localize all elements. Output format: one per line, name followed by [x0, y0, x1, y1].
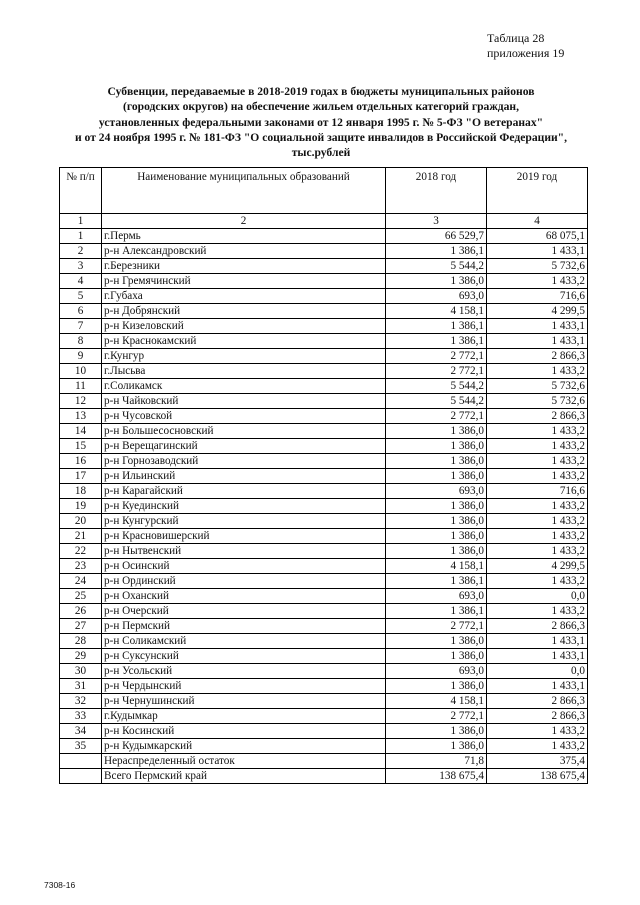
municipality-name: г.Кудымкар: [102, 709, 386, 724]
table-row: [60, 499, 588, 514]
row-number: 26: [60, 604, 102, 619]
row-number: 29: [60, 649, 102, 664]
municipality-name: р-н Оханский: [102, 589, 386, 604]
municipality-name: р-н Ильинский: [102, 469, 386, 484]
table-row: [60, 664, 588, 679]
table-row: [60, 394, 588, 409]
value-2019: 0,0: [487, 664, 588, 679]
row-number: 2: [60, 244, 102, 259]
value-2019: 1 433,2: [487, 514, 588, 529]
table-row: [60, 454, 588, 469]
value-2018: 4 158,1: [386, 559, 487, 574]
municipality-name: р-н Соликамский: [102, 634, 386, 649]
title-line: (городских округов) на обеспечение жильем отдельных категорий граждан,: [123, 100, 519, 114]
table-row: [60, 289, 588, 304]
value-2019: 1 433,2: [487, 439, 588, 454]
value-2018: 1 386,0: [386, 439, 487, 454]
value-2018: 1 386,0: [386, 499, 487, 514]
value-2018: 4 158,1: [386, 694, 487, 709]
value-2018: 5 544,2: [386, 259, 487, 274]
value-2019: 1 433,1: [487, 319, 588, 334]
document-title: [60, 84, 582, 160]
row-number: [60, 754, 102, 769]
value-2019: 5 732,6: [487, 379, 588, 394]
value-2018: 1 386,1: [386, 574, 487, 589]
municipality-name: р-н Кудымкарский: [102, 739, 386, 754]
table-row: [60, 229, 588, 244]
municipality-name: р-н Кунгурский: [102, 514, 386, 529]
table-row: [60, 244, 588, 259]
table-row: [60, 559, 588, 574]
value-2019: 1 433,2: [487, 544, 588, 559]
value-2019: 0,0: [487, 589, 588, 604]
value-2019: 1 433,1: [487, 634, 588, 649]
municipality-name: р-н Очерский: [102, 604, 386, 619]
value-2019: 1 433,2: [487, 739, 588, 754]
value-2019: 1 433,1: [487, 679, 588, 694]
value-2019: 1 433,2: [487, 499, 588, 514]
row-number: 20: [60, 514, 102, 529]
row-number: 5: [60, 289, 102, 304]
value-2019: 2 866,3: [487, 709, 588, 724]
value-2019: 68 075,1: [487, 229, 588, 244]
value-2019: 4 299,5: [487, 304, 588, 319]
row-number: 22: [60, 544, 102, 559]
value-2019: 1 433,2: [487, 364, 588, 379]
table-row: [60, 484, 588, 499]
subsidy-table: [59, 167, 588, 784]
value-2019: 375,4: [487, 754, 588, 769]
row-number: 28: [60, 634, 102, 649]
value-2019: 716,6: [487, 289, 588, 304]
value-2019: 1 433,2: [487, 424, 588, 439]
row-number: 19: [60, 499, 102, 514]
value-2018: 1 386,0: [386, 724, 487, 739]
value-2019: 1 433,2: [487, 469, 588, 484]
value-2019: 1 433,2: [487, 574, 588, 589]
value-2018: 1 386,0: [386, 454, 487, 469]
title-line: установленных федеральными законами от 12 января 1995 г. № 5-ФЗ "О ветеранах": [98, 115, 544, 129]
table-row: [60, 649, 588, 664]
table-row: [60, 379, 588, 394]
value-2019: 1 433,2: [487, 724, 588, 739]
row-number: 23: [60, 559, 102, 574]
value-2018: 1 386,0: [386, 739, 487, 754]
municipality-name: р-н Усольский: [102, 664, 386, 679]
value-2019: 716,6: [487, 484, 588, 499]
row-number: 31: [60, 679, 102, 694]
municipality-name: г.Кунгур: [102, 349, 386, 364]
municipality-name: р-н Александровский: [102, 244, 386, 259]
municipality-name: р-н Карагайский: [102, 484, 386, 499]
table-row: [60, 574, 588, 589]
title-units: тыс.рублей: [291, 146, 351, 160]
row-number: 4: [60, 274, 102, 289]
municipality-name: р-н Добрянский: [102, 304, 386, 319]
value-2018: 693,0: [386, 589, 487, 604]
value-2018: 2 772,1: [386, 409, 487, 424]
row-number: 10: [60, 364, 102, 379]
header-2019: 2019 год: [487, 168, 588, 214]
table-row: [60, 259, 588, 274]
value-2019: 1 433,2: [487, 529, 588, 544]
municipality-name: р-н Осинский: [102, 559, 386, 574]
value-2018: 1 386,1: [386, 244, 487, 259]
municipality-name: р-н Верещагинский: [102, 439, 386, 454]
column-number: 1: [60, 214, 102, 229]
row-number: 7: [60, 319, 102, 334]
row-number: 32: [60, 694, 102, 709]
value-2018: 71,8: [386, 754, 487, 769]
table-row: [60, 529, 588, 544]
header-num: № п/п: [60, 168, 102, 214]
row-number: 34: [60, 724, 102, 739]
municipality-name: Всего Пермский край: [102, 769, 386, 784]
table-row: [60, 274, 588, 289]
value-2018: 1 386,1: [386, 604, 487, 619]
table-row: [60, 364, 588, 379]
row-number: 12: [60, 394, 102, 409]
value-2018: 693,0: [386, 664, 487, 679]
municipality-name: р-н Большесосновский: [102, 424, 386, 439]
municipality-name: г.Губаха: [102, 289, 386, 304]
value-2018: 138 675,4: [386, 769, 487, 784]
table-row: [60, 469, 588, 484]
row-number: 35: [60, 739, 102, 754]
value-2018: 2 772,1: [386, 364, 487, 379]
table-row: [60, 679, 588, 694]
table-row: [60, 604, 588, 619]
value-2018: 1 386,0: [386, 544, 487, 559]
municipality-name: р-н Гремячинский: [102, 274, 386, 289]
row-number: 17: [60, 469, 102, 484]
table-row: [60, 769, 588, 784]
value-2018: 1 386,1: [386, 334, 487, 349]
table-row: [60, 634, 588, 649]
municipality-name: р-н Чернушинский: [102, 694, 386, 709]
appendix-number: приложения 19: [487, 46, 565, 60]
value-2018: 1 386,0: [386, 634, 487, 649]
municipality-name: р-н Краснокамский: [102, 334, 386, 349]
municipality-name: р-н Горнозаводский: [102, 454, 386, 469]
column-numbers-row: [60, 214, 588, 229]
municipality-name: р-н Пермский: [102, 619, 386, 634]
value-2018: 1 386,0: [386, 649, 487, 664]
value-2019: 2 866,3: [487, 694, 588, 709]
table-row: [60, 589, 588, 604]
table-row: [60, 709, 588, 724]
row-number: 11: [60, 379, 102, 394]
municipality-name: р-н Косинский: [102, 724, 386, 739]
value-2018: 2 772,1: [386, 619, 487, 634]
municipality-name: г.Лысьва: [102, 364, 386, 379]
table-row: [60, 334, 588, 349]
table-row: [60, 694, 588, 709]
value-2018: 5 544,2: [386, 379, 487, 394]
table-reference: [487, 31, 564, 61]
municipality-name: Нераспределенный остаток: [102, 754, 386, 769]
value-2018: 1 386,0: [386, 514, 487, 529]
row-number: 27: [60, 619, 102, 634]
document-code: 7308-16: [44, 880, 76, 890]
row-number: 24: [60, 574, 102, 589]
municipality-name: р-н Куединский: [102, 499, 386, 514]
value-2019: 5 732,6: [487, 394, 588, 409]
table-row: [60, 739, 588, 754]
value-2019: 138 675,4: [487, 769, 588, 784]
value-2019: 1 433,2: [487, 454, 588, 469]
value-2019: 2 866,3: [487, 409, 588, 424]
table-row: [60, 544, 588, 559]
value-2019: 1 433,1: [487, 649, 588, 664]
table-row: [60, 319, 588, 334]
table-row: [60, 304, 588, 319]
value-2019: 1 433,2: [487, 274, 588, 289]
table-row: [60, 619, 588, 634]
row-number: 3: [60, 259, 102, 274]
row-number: 33: [60, 709, 102, 724]
row-number: 16: [60, 454, 102, 469]
row-number: [60, 769, 102, 784]
municipality-name: р-н Нытвенский: [102, 544, 386, 559]
value-2019: 2 866,3: [487, 349, 588, 364]
value-2018: 693,0: [386, 289, 487, 304]
table-row: [60, 424, 588, 439]
table-row: [60, 514, 588, 529]
row-number: 15: [60, 439, 102, 454]
municipality-name: р-н Красновишерский: [102, 529, 386, 544]
value-2018: 5 544,2: [386, 394, 487, 409]
table-row: [60, 349, 588, 364]
table-row: [60, 409, 588, 424]
title-line: и от 24 ноября 1995 г. № 181-ФЗ "О социальной защите инвалидов в Российской Федерации",: [74, 130, 568, 144]
row-number: 25: [60, 589, 102, 604]
header-name: Наименование муниципальных образований: [102, 168, 386, 214]
municipality-name: г.Пермь: [102, 229, 386, 244]
column-number: 4: [487, 214, 588, 229]
row-number: 6: [60, 304, 102, 319]
value-2018: 693,0: [386, 484, 487, 499]
value-2018: 1 386,0: [386, 274, 487, 289]
row-number: 14: [60, 424, 102, 439]
municipality-name: г.Березники: [102, 259, 386, 274]
value-2018: 2 772,1: [386, 709, 487, 724]
municipality-name: р-н Кизеловский: [102, 319, 386, 334]
value-2018: 66 529,7: [386, 229, 487, 244]
value-2018: 1 386,0: [386, 679, 487, 694]
municipality-name: р-н Ординский: [102, 574, 386, 589]
value-2019: 1 433,2: [487, 604, 588, 619]
row-number: 9: [60, 349, 102, 364]
table-row: [60, 439, 588, 454]
municipality-name: р-н Суксунский: [102, 649, 386, 664]
table-header-row: [60, 168, 588, 214]
row-number: 18: [60, 484, 102, 499]
municipality-name: р-н Чайковский: [102, 394, 386, 409]
table-number: Таблица 28: [487, 31, 545, 45]
header-2018: 2018 год: [386, 168, 487, 214]
municipality-name: г.Соликамск: [102, 379, 386, 394]
value-2018: 1 386,0: [386, 469, 487, 484]
value-2019: 4 299,5: [487, 559, 588, 574]
value-2018: 1 386,1: [386, 319, 487, 334]
value-2019: 5 732,6: [487, 259, 588, 274]
table-row: [60, 754, 588, 769]
table-row: [60, 724, 588, 739]
column-number: 2: [102, 214, 386, 229]
value-2019: 1 433,1: [487, 334, 588, 349]
municipality-name: р-н Чусовской: [102, 409, 386, 424]
value-2018: 4 158,1: [386, 304, 487, 319]
value-2018: 2 772,1: [386, 349, 487, 364]
value-2018: 1 386,0: [386, 529, 487, 544]
column-number: 3: [386, 214, 487, 229]
title-line: Субвенции, передаваемые в 2018-2019 годах в бюджеты муниципальных районов: [107, 85, 535, 98]
value-2018: 1 386,0: [386, 424, 487, 439]
municipality-name: р-н Чердынский: [102, 679, 386, 694]
row-number: 13: [60, 409, 102, 424]
row-number: 8: [60, 334, 102, 349]
value-2019: 2 866,3: [487, 619, 588, 634]
value-2019: 1 433,1: [487, 244, 588, 259]
row-number: 30: [60, 664, 102, 679]
row-number: 21: [60, 529, 102, 544]
row-number: 1: [60, 229, 102, 244]
